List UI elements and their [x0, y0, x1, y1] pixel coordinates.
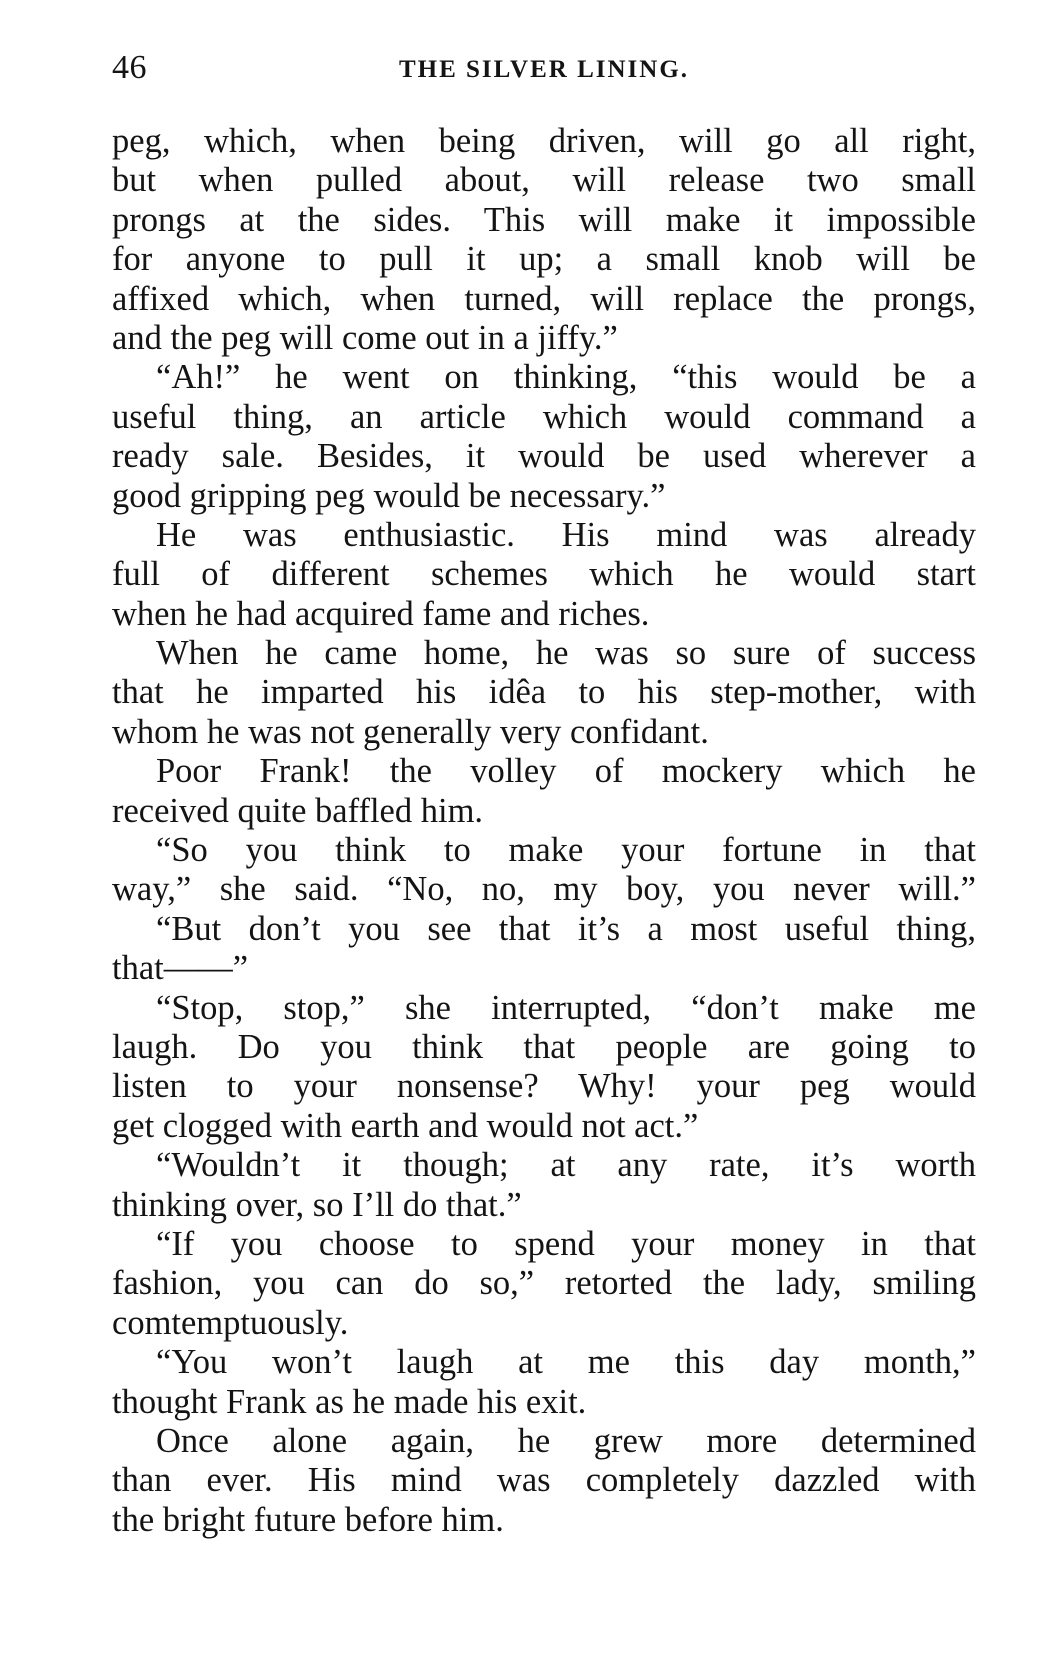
text-line: fashion, you can do so,” retorted the lady, smiling	[112, 1264, 976, 1303]
text-line: ready sale. Besides, it would be used wherever a	[112, 437, 976, 476]
text-line: “Wouldn’t it though; at any rate, it’s worth	[156, 1146, 976, 1185]
body-text	[112, 122, 976, 1540]
text-line: prongs at the sides. This will make it impossible	[112, 200, 976, 239]
text-line: Poor Frank! the volley of mockery which he	[156, 752, 976, 791]
text-line: but when pulled about, will release two small	[112, 161, 976, 200]
text-line: thought Frank as he made his exit.	[112, 1382, 587, 1421]
text-line: received quite baffled him.	[112, 791, 484, 830]
text-line: than ever. His mind was completely dazzled with	[112, 1461, 976, 1500]
text-line: “Ah!” he went on thinking, “this would be a	[156, 358, 976, 397]
page-number: 46	[112, 49, 147, 86]
text-line: “You won’t laugh at me this day month,”	[156, 1343, 976, 1382]
text-line: “Stop, stop,” she interrupted, “don’t make me	[156, 988, 976, 1027]
text-line: peg, which, when being driven, will go all right,	[112, 122, 976, 160]
text-line: When he came home, he was so sure of success	[156, 634, 976, 673]
text-line: the bright future before him.	[112, 1500, 504, 1539]
text-line: when he had acquired fame and riches.	[112, 594, 650, 633]
text-line: Once alone again, he grew more determined	[156, 1421, 976, 1460]
text-line: way,” she said. “No, no, my boy, you never will.”	[112, 870, 976, 909]
text-line: affixed which, when turned, will replace the prongs,	[112, 279, 976, 318]
text-line: comtemptuously.	[112, 1303, 349, 1342]
text-line: get clogged with earth and would not act.”	[112, 1106, 699, 1145]
text-line: that——”	[112, 949, 249, 988]
text-line: “If you choose to spend your money in that	[156, 1224, 976, 1263]
text-line: good gripping peg would be necessary.”	[112, 476, 666, 515]
text-line: for anyone to pull it up; a small knob will be	[112, 240, 976, 279]
running-head	[112, 44, 976, 92]
running-title: THE SILVER LINING.	[398, 56, 690, 83]
text-line: listen to your nonsense? Why! your peg would	[112, 1067, 976, 1106]
text-line: useful thing, an article which would command a	[112, 397, 976, 436]
text-line: “So you think to make your fortune in that	[156, 831, 976, 870]
text-line: that he imparted his idêa to his step-mother, with	[112, 673, 976, 712]
text-line: laugh. Do you think that people are going to	[112, 1027, 976, 1066]
text-line: and the peg will come out in a jiffy.”	[112, 318, 618, 357]
text-line: “But don’t you see that it’s a most useful thing,	[156, 909, 976, 948]
text-line: thinking over, so I’ll do that.”	[112, 1185, 522, 1224]
text-line: He was enthusiastic. His mind was already	[156, 515, 976, 554]
text-line: full of different schemes which he would start	[112, 555, 976, 594]
text-line: whom he was not generally very confidant.	[112, 712, 709, 751]
